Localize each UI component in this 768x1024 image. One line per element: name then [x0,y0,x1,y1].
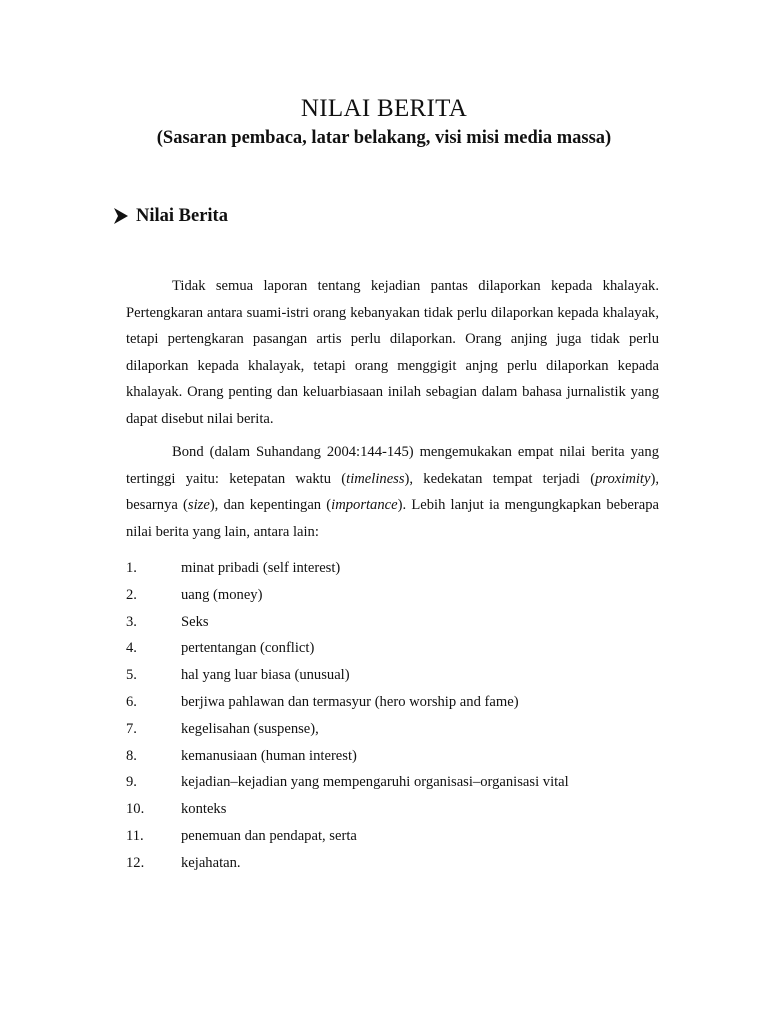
list-item [126,850,666,877]
list-item-text: Seks [181,613,209,630]
paragraph-1: Tidak semua laporan tentang kejadian pantas dilaporkan kepada khalayak. Pertengkaran antara suami-istri orang kebanyakan tidak perlu dilaporkan kepada khalayak, tetapi pertengkaran pasangan artis perlu dilaporkan. Orang anjing juga tidak perlu dilaporkan kepada khalayak, tetapi orang menggigit anjng perlu dilaporkan kepada khalayak. Orang penting dan keluarbiasaan inilah sebagian dalam bahasa jurnalistik yang dapat disebut nilai berita. [126,278,659,427]
list-item [126,716,666,743]
paragraph-2-text: Bond (dalam Suhandang 2004:144-145) mengemukakan empat nilai berita yang tertinggi yaitu: ketepatan waktu ( [126,444,659,487]
list-item-text: uang (money) [181,586,263,603]
paragraph-2-text: ), dan kepentingan ( [209,497,332,513]
list-item-number: 11. [126,827,144,844]
list-item [126,823,666,850]
paragraph-2 [126,439,659,545]
term-importance: importance [331,497,398,513]
list-item-number: 12. [126,854,145,871]
list-item [126,609,666,636]
list-item-number: 4. [126,640,137,657]
list-item [126,743,666,770]
list-item-number: 6. [126,693,137,710]
arrowhead-bullet-icon [112,207,130,225]
list-item-number: 8. [126,747,137,764]
term-proximity: proximity [595,470,651,487]
paragraph-2-text: ), besarnya ( [126,470,659,513]
news-values-list [126,555,666,877]
document-title: NILAI BERITA [300,95,468,122]
list-item-text: kemanusiaan (human interest) [181,747,357,764]
list-item-number: 7. [126,720,137,737]
list-item-number: 5. [126,667,137,684]
list-item-text: kegelisahan (suspense), [181,720,319,737]
list-item [126,555,666,582]
paragraph-2-text: ). Lebih lanjut ia mengungkapkan beberapa nilai berita yang lain, antara lain: [126,497,659,540]
list-item-number: 9. [126,774,137,791]
list-item-number: 1. [126,560,137,576]
list-item-number: 10. [126,801,145,818]
list-item-text: berjiwa pahlawan dan termasyur (hero worship and fame) [181,693,519,710]
list-item-text: konteks [181,801,227,818]
list-item-number: 3. [126,613,137,630]
section-heading [112,204,228,228]
list-item-text: kejahatan. [181,854,241,871]
list-item [126,796,666,823]
list-item-text: minat pribadi (self interest) [181,560,341,576]
term-timeliness: timeliness [346,470,405,487]
list-item-text: pertentangan (conflict) [181,640,315,657]
document-subtitle: (Sasaran pembaca, latar belakang, visi misi media massa) [156,128,612,148]
paragraph-2-text: ), kedekatan tempat terjadi ( [404,470,596,487]
list-item [126,635,666,662]
list-item-number: 2. [126,586,137,603]
list-item-text: kejadian–kejadian yang mempengaruhi organisasi–organisasi vital [181,774,569,791]
list-item [126,662,666,689]
list-item [126,689,666,716]
list-item [126,769,666,796]
list-item-text: penemuan dan pendapat, serta [181,827,357,844]
list-item-text: hal yang luar biasa (unusual) [181,667,350,684]
section-heading-text: Nilai Berita [136,206,228,226]
list-item [126,582,666,609]
term-size: size [187,497,210,513]
